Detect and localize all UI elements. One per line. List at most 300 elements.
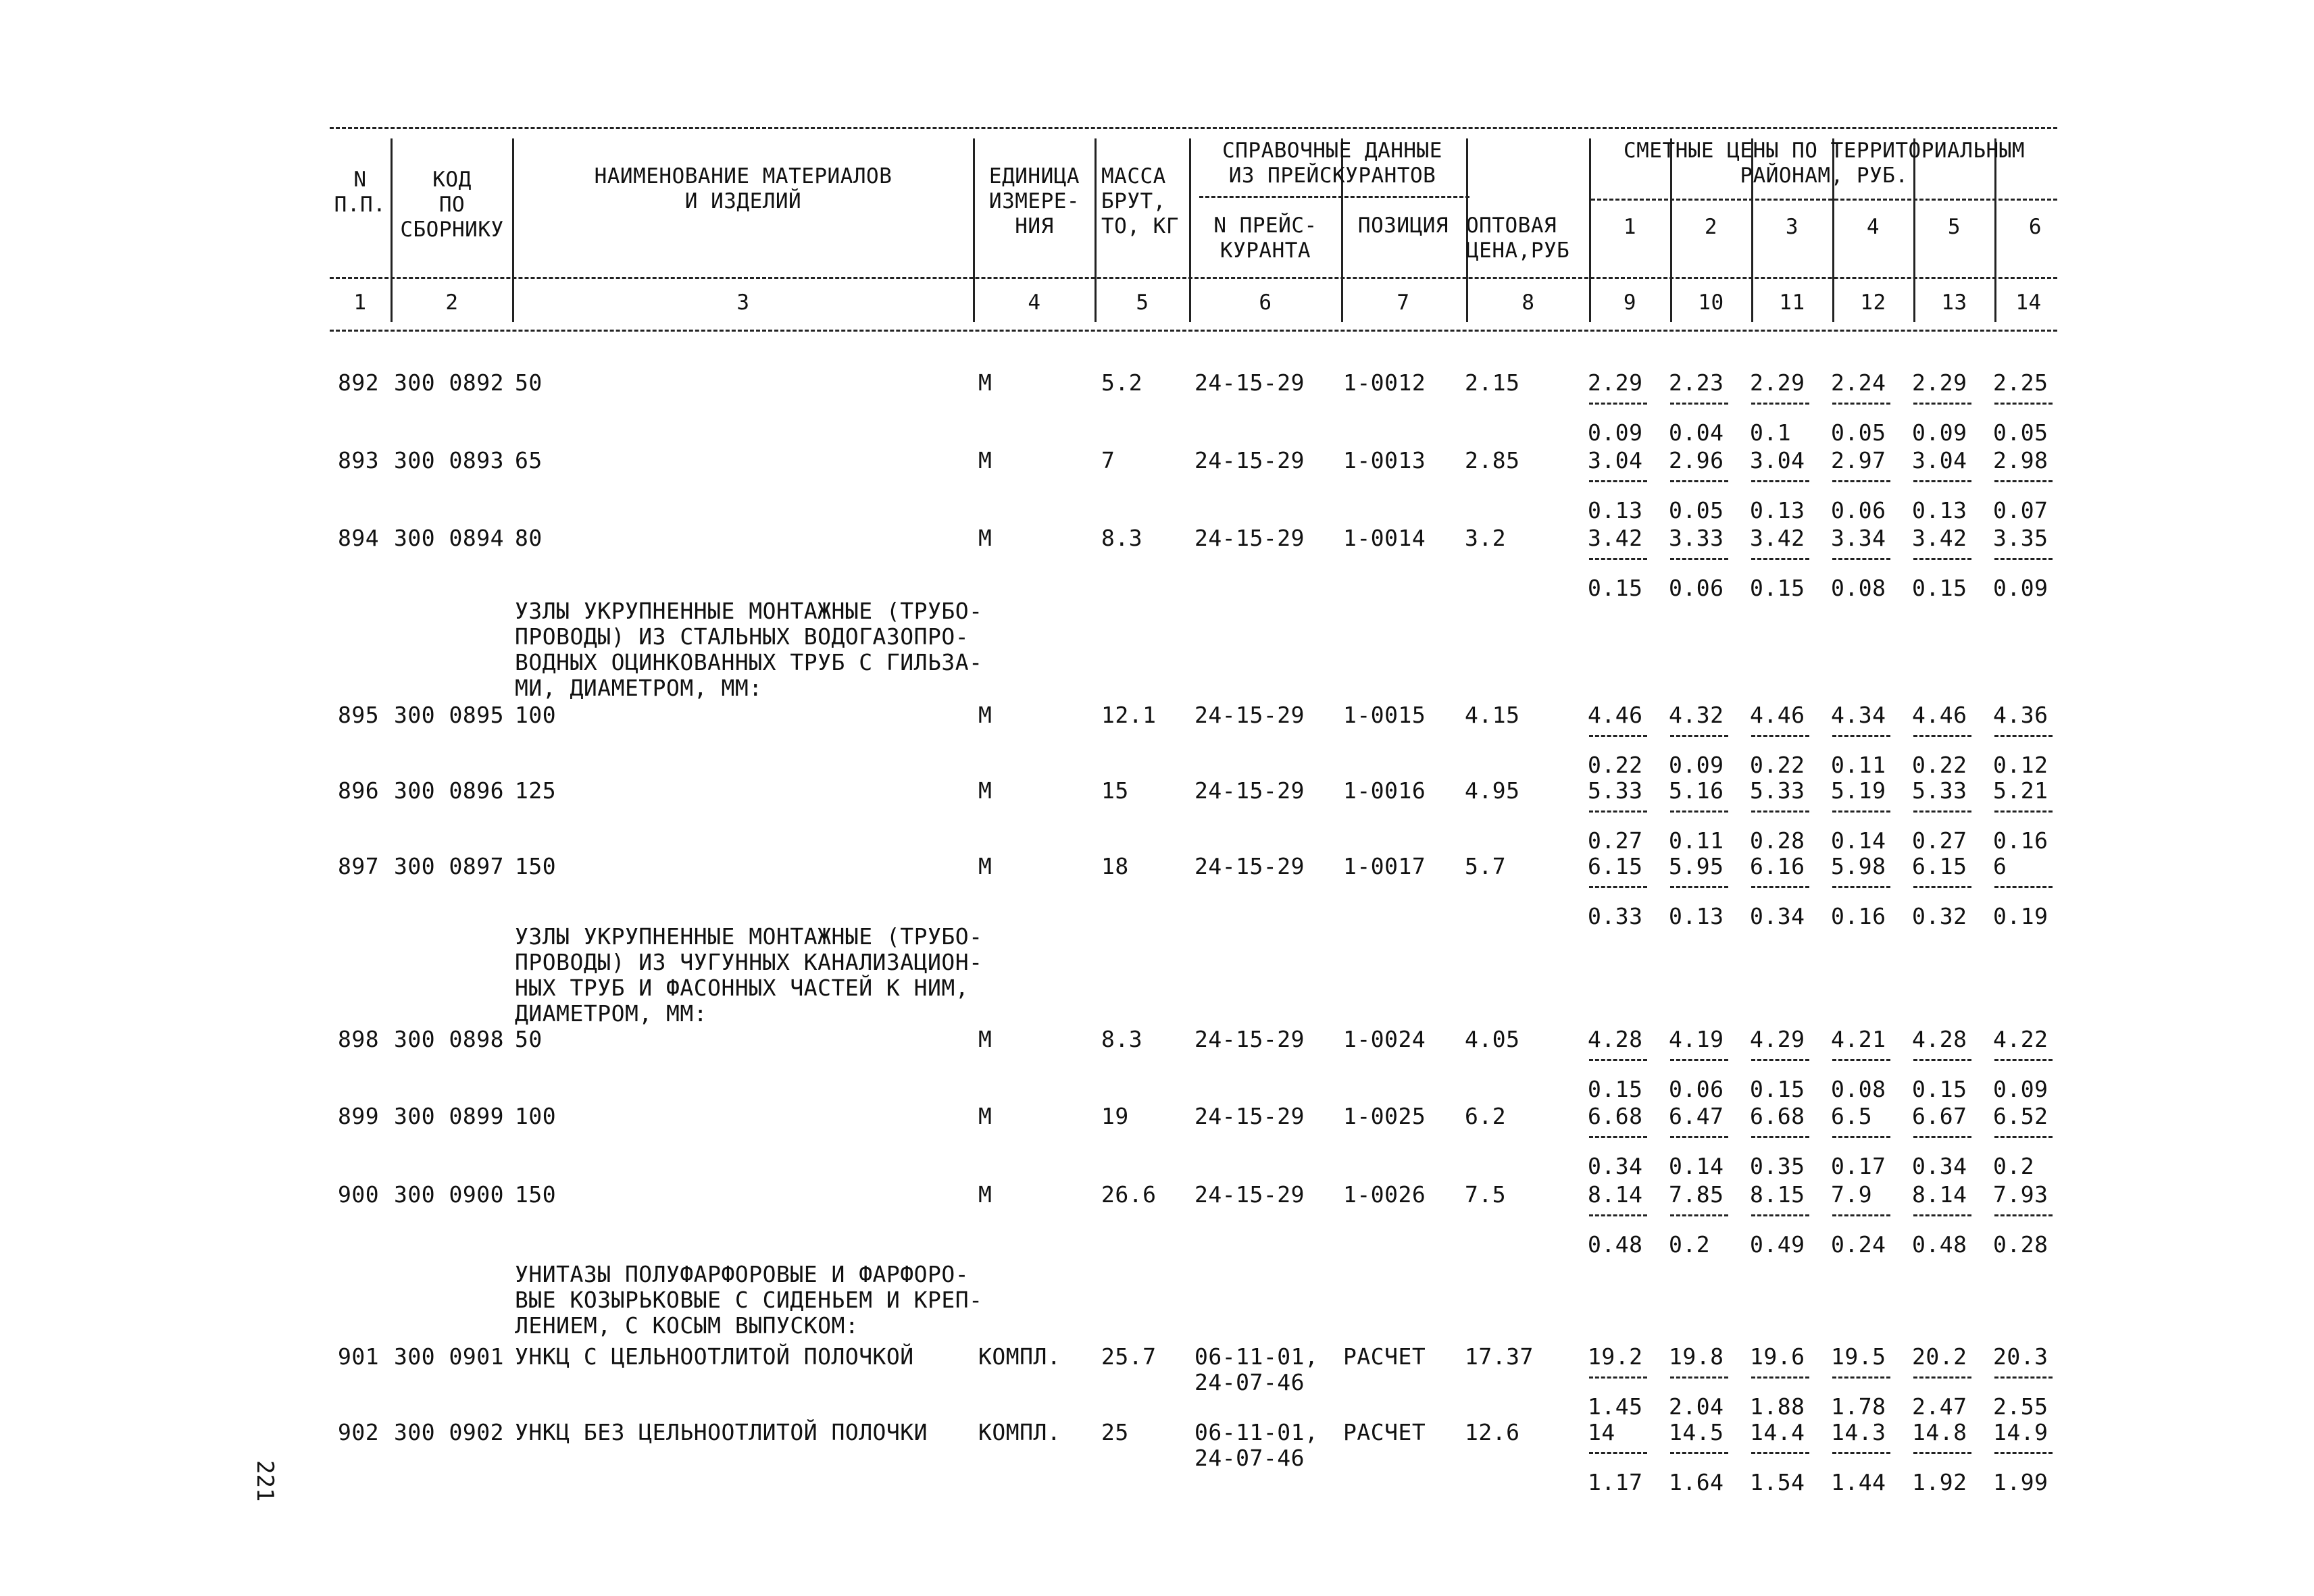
position: 1-0012 xyxy=(1343,369,1426,396)
section-title: УНИТАЗЫ ПОЛУФАРФОРОВЫЕ И ФАРФОРО- ВЫЕ КОЗЫРЬКОВЫЕ С СИДЕНЬЕМ И КРЕП- ЛЕНИЕМ, С КОСЫМ ВЫПУСКОМ: xyxy=(515,1261,983,1339)
fraction-rule xyxy=(1589,1376,1647,1379)
header-column-number: 2 xyxy=(445,290,459,315)
wholesale-price: 7.5 xyxy=(1465,1181,1507,1208)
estimate-price: 3.42 xyxy=(1750,525,1805,551)
header-col5: МАССА БРУТ, ТО, КГ xyxy=(1101,164,1179,238)
section-title: УЗЛЫ УКРУПНЕННЫЕ МОНТАЖНЫЕ (ТРУБО- ПРОВОДЫ) ИЗ ЧУГУННЫХ КАНАЛИЗАЦИОН- НЫХ ТРУБ И ФАСОННЫХ ЧАСТЕЙ К НИМ, ДИАМЕТРОМ, ММ: xyxy=(515,923,983,1027)
estimate-price: 6.52 xyxy=(1993,1103,2048,1129)
estimate-transport-cost: 0.15 xyxy=(1588,1076,1643,1102)
row-number: 895 xyxy=(338,702,380,728)
fraction-rule xyxy=(1832,886,1890,888)
row-code: 300 0900 xyxy=(394,1181,504,1208)
fraction-rule xyxy=(1751,886,1809,888)
estimate-price: 19.2 xyxy=(1588,1343,1643,1370)
material-name: 150 xyxy=(515,853,557,879)
estimate-price: 4.28 xyxy=(1912,1026,1967,1052)
header-col2: КОД ПО СБОРНИКУ xyxy=(400,168,504,242)
row-code: 300 0895 xyxy=(394,702,504,728)
fraction-rule xyxy=(1832,1059,1890,1061)
fraction-rule xyxy=(1670,735,1728,737)
estimate-price: 7.93 xyxy=(1993,1181,2048,1208)
estimate-price: 3.35 xyxy=(1993,525,2048,551)
fraction-rule xyxy=(1670,1136,1728,1138)
row-code: 300 0893 xyxy=(394,447,504,473)
header-col4: ЕДИНИЦА ИЗМЕРЕ- НИЯ xyxy=(988,164,1080,238)
estimate-transport-cost: 0.13 xyxy=(1750,497,1805,523)
wholesale-price: 4.15 xyxy=(1465,702,1520,728)
estimate-price: 3.42 xyxy=(1912,525,1967,551)
estimate-transport-cost: 0.09 xyxy=(1993,575,2048,601)
estimate-price: 5.33 xyxy=(1588,777,1643,804)
estimate-price: 7.9 xyxy=(1831,1181,1873,1208)
material-name: 100 xyxy=(515,1103,557,1129)
estimate-transport-cost: 0.14 xyxy=(1831,827,1886,854)
unit: М xyxy=(978,777,992,804)
estimate-price: 3.04 xyxy=(1750,447,1805,473)
estimate-price: 2.97 xyxy=(1831,447,1886,473)
page-number: 221 xyxy=(251,1460,278,1502)
fraction-rule xyxy=(1751,558,1809,560)
unit: М xyxy=(978,525,992,551)
wholesale-price: 12.6 xyxy=(1465,1419,1520,1445)
estimate-transport-cost: 0.15 xyxy=(1912,1076,1967,1102)
unit: М xyxy=(978,1026,992,1052)
estimate-transport-cost: 0.2 xyxy=(1993,1153,2035,1179)
fraction-rule xyxy=(1832,735,1890,737)
price-list-number: 06-11-01, 24-07-46 xyxy=(1194,1419,1319,1471)
header-region-2: 2 xyxy=(1704,215,1718,239)
fraction-rule xyxy=(1589,558,1647,560)
fraction-rule xyxy=(1832,1214,1890,1216)
estimate-transport-cost: 1.45 xyxy=(1588,1393,1643,1420)
estimate-transport-cost: 0.09 xyxy=(1669,752,1724,778)
row-code: 300 0898 xyxy=(394,1026,504,1052)
mass: 8.3 xyxy=(1101,1026,1143,1052)
estimate-price: 4.34 xyxy=(1831,702,1886,728)
material-name: 150 xyxy=(515,1181,557,1208)
position: 1-0017 xyxy=(1343,853,1426,879)
price-group-rule xyxy=(1591,199,2057,201)
header-column-number: 14 xyxy=(2015,290,2042,315)
price-list-number: 24-15-29 xyxy=(1194,777,1305,804)
fraction-rule xyxy=(1670,1059,1728,1061)
fraction-rule xyxy=(1913,403,1971,405)
fraction-rule xyxy=(1913,810,1971,813)
fraction-rule xyxy=(1913,480,1971,482)
header-col1: N П.П. xyxy=(334,168,386,217)
estimate-transport-cost: 1.92 xyxy=(1912,1469,1967,1495)
estimate-price: 2.96 xyxy=(1669,447,1724,473)
estimate-transport-cost: 0.08 xyxy=(1831,1076,1886,1102)
header-region-4: 4 xyxy=(1866,215,1880,239)
estimate-price: 8.15 xyxy=(1750,1181,1805,1208)
estimate-transport-cost: 0.1 xyxy=(1750,419,1792,446)
mass: 5.2 xyxy=(1101,369,1143,396)
estimate-transport-cost: 0.34 xyxy=(1912,1153,1967,1179)
wholesale-price: 4.05 xyxy=(1465,1026,1520,1052)
estimate-price: 4.22 xyxy=(1993,1026,2048,1052)
estimate-transport-cost: 0.28 xyxy=(1993,1231,2048,1258)
estimate-transport-cost: 0.13 xyxy=(1669,903,1724,929)
estimate-price: 5.16 xyxy=(1669,777,1724,804)
header-sub-rule xyxy=(330,277,2057,279)
estimate-price: 5.98 xyxy=(1831,853,1886,879)
wholesale-price: 3.2 xyxy=(1465,525,1507,551)
position: 1-0015 xyxy=(1343,702,1426,728)
estimate-price: 4.46 xyxy=(1912,702,1967,728)
header-region-3: 3 xyxy=(1785,215,1799,239)
header-ref-group: СПРАВОЧНЫЕ ДАННЫЕ ИЗ ПРЕЙСКУРАНТОВ xyxy=(1222,138,1442,188)
estimate-transport-cost: 0.48 xyxy=(1912,1231,1967,1258)
estimate-transport-cost: 0.22 xyxy=(1750,752,1805,778)
header-column-number: 8 xyxy=(1521,290,1535,315)
fraction-rule xyxy=(1994,480,2053,482)
header-column-number: 1 xyxy=(353,290,367,315)
price-list-number: 24-15-29 xyxy=(1194,702,1305,728)
estimate-transport-cost: 0.22 xyxy=(1588,752,1643,778)
estimate-price: 6.68 xyxy=(1750,1103,1805,1129)
estimate-price: 14.9 xyxy=(1993,1419,2048,1445)
estimate-transport-cost: 0.09 xyxy=(1993,1076,2048,1102)
header-column-number: 5 xyxy=(1136,290,1149,315)
position: 1-0025 xyxy=(1343,1103,1426,1129)
unit: КОМПЛ. xyxy=(978,1343,1061,1370)
estimate-transport-cost: 1.78 xyxy=(1831,1393,1886,1420)
fraction-rule xyxy=(1589,1059,1647,1061)
estimate-transport-cost: 0.27 xyxy=(1912,827,1967,854)
position: 1-0013 xyxy=(1343,447,1426,473)
fraction-rule xyxy=(1832,558,1890,560)
estimate-price: 6.5 xyxy=(1831,1103,1873,1129)
header-column-number: 12 xyxy=(1860,290,1886,315)
fraction-rule xyxy=(1751,735,1809,737)
row-code: 300 0899 xyxy=(394,1103,504,1129)
fraction-rule xyxy=(1670,1376,1728,1379)
estimate-price: 6.67 xyxy=(1912,1103,1967,1129)
estimate-price: 3.04 xyxy=(1588,447,1643,473)
fraction-rule xyxy=(1832,403,1890,405)
estimate-transport-cost: 0.24 xyxy=(1831,1231,1886,1258)
header-col6: N ПРЕЙС- КУРАНТА xyxy=(1213,213,1317,263)
estimate-transport-cost: 0.49 xyxy=(1750,1231,1805,1258)
fraction-rule xyxy=(1994,1136,2053,1138)
position: 1-0016 xyxy=(1343,777,1426,804)
estimate-price: 2.25 xyxy=(1993,369,2048,396)
estimate-transport-cost: 0.19 xyxy=(1993,903,2048,929)
estimate-price: 19.8 xyxy=(1669,1343,1724,1370)
estimate-price: 2.29 xyxy=(1912,369,1967,396)
fraction-rule xyxy=(1832,1136,1890,1138)
header-column-number: 11 xyxy=(1779,290,1805,315)
estimate-price: 2.23 xyxy=(1669,369,1724,396)
mass: 12.1 xyxy=(1101,702,1157,728)
header-region-6: 6 xyxy=(2028,215,2042,239)
fraction-rule xyxy=(1751,480,1809,482)
estimate-transport-cost: 0.34 xyxy=(1588,1153,1643,1179)
estimate-transport-cost: 1.99 xyxy=(1993,1469,2048,1495)
fraction-rule xyxy=(1994,810,2053,813)
fraction-rule xyxy=(1751,403,1809,405)
estimate-price: 4.46 xyxy=(1588,702,1643,728)
estimate-transport-cost: 0.11 xyxy=(1669,827,1724,854)
estimate-transport-cost: 2.55 xyxy=(1993,1393,2048,1420)
fraction-rule xyxy=(1751,1452,1809,1454)
estimate-price: 6.47 xyxy=(1669,1103,1724,1129)
fraction-rule xyxy=(1670,810,1728,813)
unit: М xyxy=(978,702,992,728)
estimate-transport-cost: 0.16 xyxy=(1993,827,2048,854)
header-top-rule xyxy=(330,127,2057,129)
price-list-number: 06-11-01, 24-07-46 xyxy=(1194,1343,1319,1395)
mass: 8.3 xyxy=(1101,525,1143,551)
estimate-transport-cost: 0.2 xyxy=(1669,1231,1711,1258)
header-column-number: 13 xyxy=(1941,290,1967,315)
header-region-5: 5 xyxy=(1947,215,1961,239)
wholesale-price: 17.37 xyxy=(1465,1343,1534,1370)
estimate-price: 4.29 xyxy=(1750,1026,1805,1052)
unit: М xyxy=(978,369,992,396)
header-column-number: 4 xyxy=(1028,290,1041,315)
row-number: 894 xyxy=(338,525,380,551)
estimate-price: 2.29 xyxy=(1750,369,1805,396)
estimate-price: 5.33 xyxy=(1750,777,1805,804)
estimate-price: 19.6 xyxy=(1750,1343,1805,1370)
estimate-price: 8.14 xyxy=(1588,1181,1643,1208)
row-number: 899 xyxy=(338,1103,380,1129)
estimate-transport-cost: 1.17 xyxy=(1588,1469,1643,1495)
estimate-transport-cost: 0.15 xyxy=(1588,575,1643,601)
estimate-transport-cost: 0.15 xyxy=(1912,575,1967,601)
unit: М xyxy=(978,1103,992,1129)
estimate-price: 4.36 xyxy=(1993,702,2048,728)
fraction-rule xyxy=(1751,1059,1809,1061)
wholesale-price: 6.2 xyxy=(1465,1103,1507,1129)
fraction-rule xyxy=(1994,558,2053,560)
fraction-rule xyxy=(1589,480,1647,482)
mass: 15 xyxy=(1101,777,1129,804)
estimate-transport-cost: 0.06 xyxy=(1669,575,1724,601)
price-list-number: 24-15-29 xyxy=(1194,853,1305,879)
estimate-price: 5.95 xyxy=(1669,853,1724,879)
estimate-transport-cost: 0.15 xyxy=(1750,1076,1805,1102)
estimate-price: 14.5 xyxy=(1669,1419,1724,1445)
header-column-number: 3 xyxy=(736,290,750,315)
fraction-rule xyxy=(1670,1452,1728,1454)
fraction-rule xyxy=(1832,810,1890,813)
row-code: 300 0901 xyxy=(394,1343,504,1370)
row-number: 896 xyxy=(338,777,380,804)
estimate-price: 20.2 xyxy=(1912,1343,1967,1370)
fraction-rule xyxy=(1832,1376,1890,1379)
mass: 7 xyxy=(1101,447,1115,473)
unit: М xyxy=(978,1181,992,1208)
estimate-transport-cost: 0.16 xyxy=(1831,903,1886,929)
estimate-transport-cost: 0.09 xyxy=(1912,419,1967,446)
fraction-rule xyxy=(1832,1452,1890,1454)
estimate-price: 5.33 xyxy=(1912,777,1967,804)
estimate-transport-cost: 1.88 xyxy=(1750,1393,1805,1420)
header-column-number: 7 xyxy=(1397,290,1410,315)
header-column-number: 6 xyxy=(1259,290,1272,315)
fraction-rule xyxy=(1670,480,1728,482)
estimate-price: 3.42 xyxy=(1588,525,1643,551)
estimate-transport-cost: 2.47 xyxy=(1912,1393,1967,1420)
estimate-price: 6 xyxy=(1993,853,2007,879)
estimate-transport-cost: 1.44 xyxy=(1831,1469,1886,1495)
header-column-number: 9 xyxy=(1623,290,1637,315)
fraction-rule xyxy=(1913,886,1971,888)
estimate-price: 6.15 xyxy=(1588,853,1643,879)
estimate-transport-cost: 0.35 xyxy=(1750,1153,1805,1179)
estimate-price: 4.19 xyxy=(1669,1026,1724,1052)
estimate-transport-cost: 0.27 xyxy=(1588,827,1643,854)
section-title: УЗЛЫ УКРУПНЕННЫЕ МОНТАЖНЫЕ (ТРУБО- ПРОВОДЫ) ИЗ СТАЛЬНЫХ ВОДОГАЗОПРО- ВОДНЫХ ОЦИНКОВАННЫХ ТРУБ С ГИЛЬЗА- МИ, ДИАМЕТРОМ, ММ: xyxy=(515,598,983,701)
price-list-number: 24-15-29 xyxy=(1194,1103,1305,1129)
row-number: 901 xyxy=(338,1343,380,1370)
estimate-transport-cost: 0.13 xyxy=(1588,497,1643,523)
estimate-transport-cost: 0.05 xyxy=(1993,419,2048,446)
estimate-transport-cost: 0.17 xyxy=(1831,1153,1886,1179)
estimate-transport-cost: 0.05 xyxy=(1669,497,1724,523)
material-name: 65 xyxy=(515,447,543,473)
ref-group-rule xyxy=(1199,196,1469,198)
estimate-price: 14.4 xyxy=(1750,1419,1805,1445)
estimate-transport-cost: 0.34 xyxy=(1750,903,1805,929)
mass: 26.6 xyxy=(1101,1181,1157,1208)
estimate-transport-cost: 0.04 xyxy=(1669,419,1724,446)
wholesale-price: 2.85 xyxy=(1465,447,1520,473)
fraction-rule xyxy=(1589,886,1647,888)
estimate-price: 2.24 xyxy=(1831,369,1886,396)
material-name: УНКЦ С ЦЕЛЬНООТЛИТОЙ ПОЛОЧКОЙ xyxy=(515,1343,914,1370)
fraction-rule xyxy=(1832,480,1890,482)
material-name: 100 xyxy=(515,702,557,728)
estimate-transport-cost: 0.13 xyxy=(1912,497,1967,523)
fraction-rule xyxy=(1670,403,1728,405)
material-name: 50 xyxy=(515,1026,543,1052)
fraction-rule xyxy=(1589,1214,1647,1216)
fraction-rule xyxy=(1589,1452,1647,1454)
position: РАСЧЕТ xyxy=(1343,1419,1426,1445)
estimate-price: 3.33 xyxy=(1669,525,1724,551)
header-col7: ПОЗИЦИЯ xyxy=(1357,213,1449,238)
estimate-price: 6.68 xyxy=(1588,1103,1643,1129)
price-list-number: 24-15-29 xyxy=(1194,1026,1305,1052)
position: РАСЧЕТ xyxy=(1343,1343,1426,1370)
estimate-price: 2.98 xyxy=(1993,447,2048,473)
row-number: 893 xyxy=(338,447,380,473)
fraction-rule xyxy=(1589,735,1647,737)
estimate-transport-cost: 0.09 xyxy=(1588,419,1643,446)
estimate-price: 8.14 xyxy=(1912,1181,1967,1208)
estimate-transport-cost: 0.15 xyxy=(1750,575,1805,601)
estimate-price: 4.32 xyxy=(1669,702,1724,728)
mass: 18 xyxy=(1101,853,1129,879)
estimate-transport-cost: 0.06 xyxy=(1831,497,1886,523)
price-list-number: 24-15-29 xyxy=(1194,369,1305,396)
mass: 19 xyxy=(1101,1103,1129,1129)
estimate-transport-cost: 0.28 xyxy=(1750,827,1805,854)
wholesale-price: 5.7 xyxy=(1465,853,1507,879)
fraction-rule xyxy=(1994,1452,2053,1454)
unit: М xyxy=(978,447,992,473)
estimate-price: 14 xyxy=(1588,1419,1615,1445)
estimate-transport-cost: 1.64 xyxy=(1669,1469,1724,1495)
row-number: 902 xyxy=(338,1419,380,1445)
estimate-transport-cost: 0.06 xyxy=(1669,1076,1724,1102)
header-colnum-rule xyxy=(330,330,2057,332)
fraction-rule xyxy=(1670,886,1728,888)
fraction-rule xyxy=(1994,735,2053,737)
estimate-transport-cost: 1.54 xyxy=(1750,1469,1805,1495)
fraction-rule xyxy=(1670,1214,1728,1216)
fraction-rule xyxy=(1994,1059,2053,1061)
estimate-price: 3.34 xyxy=(1831,525,1886,551)
fraction-rule xyxy=(1913,1452,1971,1454)
row-code: 300 0897 xyxy=(394,853,504,879)
estimate-transport-cost: 0.22 xyxy=(1912,752,1967,778)
wholesale-price: 2.15 xyxy=(1465,369,1520,396)
material-name: УНКЦ БЕЗ ЦЕЛЬНООТЛИТОЙ ПОЛОЧКИ xyxy=(515,1419,928,1445)
row-code: 300 0896 xyxy=(394,777,504,804)
unit: КОМПЛ. xyxy=(978,1419,1061,1445)
estimate-transport-cost: 0.11 xyxy=(1831,752,1886,778)
price-list-number: 24-15-29 xyxy=(1194,1181,1305,1208)
estimate-transport-cost: 0.12 xyxy=(1993,752,2048,778)
row-code: 300 0892 xyxy=(394,369,504,396)
estimate-price: 2.29 xyxy=(1588,369,1643,396)
fraction-rule xyxy=(1913,1059,1971,1061)
fraction-rule xyxy=(1913,1214,1971,1216)
estimate-price: 14.8 xyxy=(1912,1419,1967,1445)
estimate-price: 5.19 xyxy=(1831,777,1886,804)
row-code: 300 0894 xyxy=(394,525,504,551)
row-number: 897 xyxy=(338,853,380,879)
material-name: 125 xyxy=(515,777,557,804)
estimate-price: 6.15 xyxy=(1912,853,1967,879)
estimate-price: 4.28 xyxy=(1588,1026,1643,1052)
price-list-number: 24-15-29 xyxy=(1194,525,1305,551)
position: 1-0014 xyxy=(1343,525,1426,551)
fraction-rule xyxy=(1670,558,1728,560)
header-region-1: 1 xyxy=(1623,215,1637,239)
position: 1-0024 xyxy=(1343,1026,1426,1052)
fraction-rule xyxy=(1751,1214,1809,1216)
row-code: 300 0902 xyxy=(394,1419,504,1445)
estimate-transport-cost: 0.08 xyxy=(1831,575,1886,601)
fraction-rule xyxy=(1994,886,2053,888)
estimate-price: 5.21 xyxy=(1993,777,2048,804)
estimate-transport-cost: 0.05 xyxy=(1831,419,1886,446)
fraction-rule xyxy=(1589,1136,1647,1138)
mass: 25.7 xyxy=(1101,1343,1157,1370)
price-list-number: 24-15-29 xyxy=(1194,447,1305,473)
estimate-price: 3.04 xyxy=(1912,447,1967,473)
row-number: 900 xyxy=(338,1181,380,1208)
header-price-group: СМЕТНЫЕ ЦЕНЫ ПО ТЕРРИТОРИАЛЬНЫМ РАЙОНАМ, РУБ. xyxy=(1623,138,2026,188)
estimate-transport-cost: 0.07 xyxy=(1993,497,2048,523)
material-name: 80 xyxy=(515,525,543,551)
estimate-price: 14.3 xyxy=(1831,1419,1886,1445)
estimate-price: 7.85 xyxy=(1669,1181,1724,1208)
estimate-transport-cost: 0.32 xyxy=(1912,903,1967,929)
row-number: 892 xyxy=(338,369,380,396)
estimate-price: 19.5 xyxy=(1831,1343,1886,1370)
estimate-transport-cost: 0.48 xyxy=(1588,1231,1643,1258)
estimate-price: 6.16 xyxy=(1750,853,1805,879)
fraction-rule xyxy=(1913,1376,1971,1379)
fraction-rule xyxy=(1994,1214,2053,1216)
